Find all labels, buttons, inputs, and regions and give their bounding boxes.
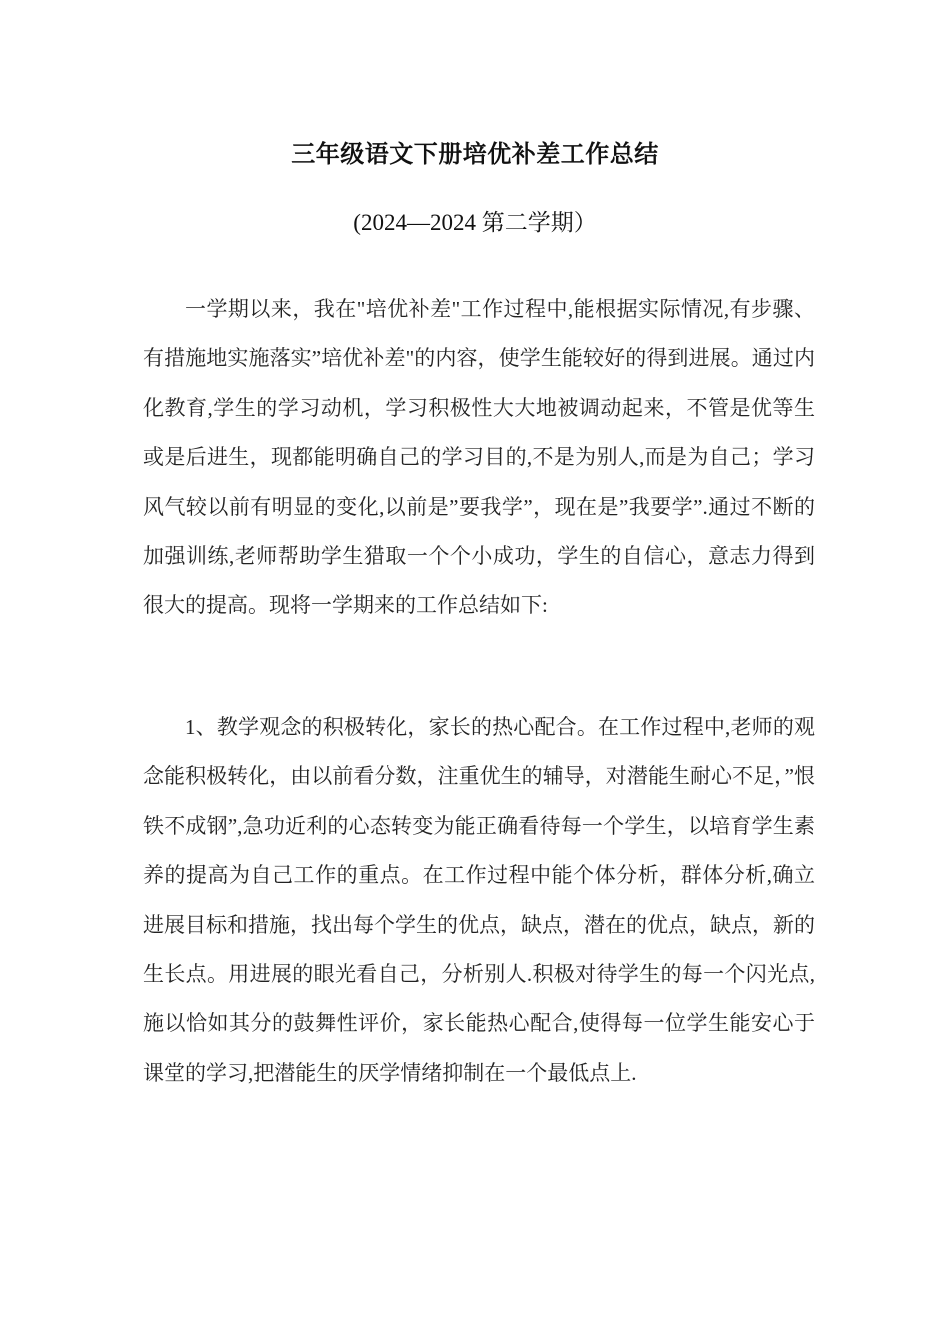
paragraph-section-1: 1、教学观念的积极转化，家长的热心配合。在工作过程中,老师的观念能积极转化，由以前看分数，注重优生的辅导，对潜能生耐心不足，”恨铁不成钢”,急功近利的心态转变为能正确看待每一个学生，以培育学生素养的提高为自己工作的重点。在工作过程中能个体分析，群体分析,确立进展目标和措施，找出每个学生的优点，缺点，潜在的优点，缺点，新的生长点。用进展的眼光看自己，分析别人.积极对待学生的每一个闪光点,施以恰如其分的鼓舞性评价，家长能热心配合,使得每一位学生能安心于课堂的学习,把潜能生的厌学情绪抑制在一个最低点上. [143,715,815,1085]
paragraph-intro: 一学期以来，我在"培优补差"工作过程中,能根据实际情况,有步骤、有措施地实施落实”培优补差"的内容，使学生能较好的得到进展。通过内化教育,学生的学习动机，学习积极性大大地被调动起来，不管是优等生或是后进生，现都能明确自己的学习目的,不是为别人,而是为自己；学习风气较以前有明显的变化,以前是”要我学”，现在是”我要学”.通过不断的加强训练,老师帮助学生猎取一个个小成功，学生的自信心，意志力得到很大的提高。现将一学期来的工作总结如下: [143,297,815,618]
document-subtitle: (2024—2024 第二学期） [353,210,597,235]
document-title: 三年级语文下册培优补差工作总结 [291,140,659,168]
